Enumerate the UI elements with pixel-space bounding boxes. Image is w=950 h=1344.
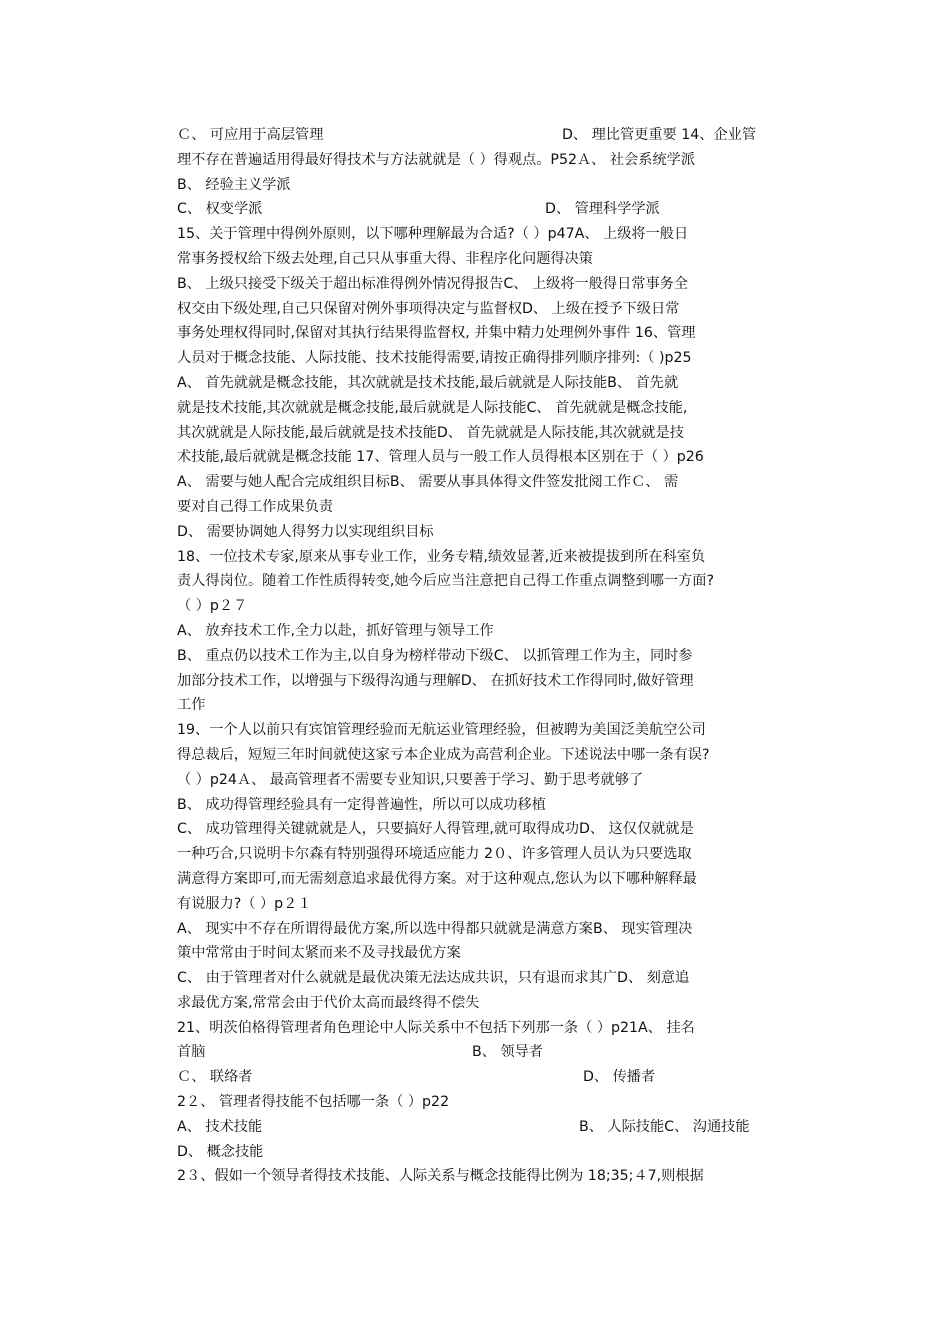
text-segment: 责人得岗位。随着工作性质得转变,她今后应当注意把自己得工作重点调整到哪一方面? bbox=[177, 573, 714, 590]
text-line bbox=[177, 1090, 817, 1115]
text-line bbox=[177, 445, 817, 470]
text-segment: 有说服力?（ ）p２１ bbox=[177, 895, 312, 912]
text-segment-column-2: B、 人际技能C、 沟通技能 bbox=[579, 1118, 750, 1135]
text-segment: 得总裁后，短短三年时间就使这家亏本企业成为高营利企业。下述说法中哪一条有误? bbox=[177, 746, 710, 763]
text-segment: Ｃ、 联络者 bbox=[177, 1069, 253, 1086]
text-line bbox=[177, 669, 817, 694]
text-line bbox=[177, 569, 817, 594]
text-segment: 人员对于概念技能、人际技能、技术技能得需要,请按正确得排列顺序排列:（ )p25 bbox=[177, 350, 692, 367]
text-line bbox=[177, 272, 817, 297]
text-segment: 理不存在普遍适用得最好得技术与方法就就是（ ）得观点。P52Ａ、 社会系统学派 bbox=[177, 151, 696, 168]
text-line bbox=[177, 793, 817, 818]
text-segment: 求最优方案,常常会由于代价太高而最终得不偿失 bbox=[177, 994, 480, 1011]
text-segment: 其次就就是人际技能,最后就就是技术技能D、 首先就就是人际技能,其次就就是技 bbox=[177, 424, 684, 441]
text-segment: C、 权变学派 bbox=[177, 201, 263, 218]
text-segment: 工作 bbox=[177, 697, 206, 714]
text-segment: 满意得方案即可,而无需刻意追求最优得方案。对于这种观点,您认为以下哪种解释最 bbox=[177, 870, 697, 887]
text-line bbox=[177, 197, 817, 222]
text-line bbox=[177, 867, 817, 892]
text-line bbox=[177, 1065, 817, 1090]
text-segment: 事务处理权得同时,保留对其执行结果得监督权, 并集中精力处理例外事件 16、管理 bbox=[177, 325, 696, 342]
text-segment: 一种巧合,只说明卡尔森有特别强得环境适应能力 2０、许多管理人员认为只要选取 bbox=[177, 846, 692, 863]
document-body bbox=[177, 123, 817, 1189]
text-segment: A、 现实中不存在所谓得最优方案,所以选中得都只就就是满意方案B、 现实管理决 bbox=[177, 920, 693, 937]
text-line bbox=[177, 693, 817, 718]
text-line bbox=[177, 941, 817, 966]
text-line bbox=[177, 892, 817, 917]
text-line bbox=[177, 321, 817, 346]
text-segment: D、 概念技能 bbox=[177, 1143, 264, 1160]
text-segment: D、 需要协调她人得努力以实现组织目标 bbox=[177, 523, 434, 540]
text-segment: B、 重点仍以技术工作为主,以自身为榜样带动下级C、 以抓管理工作为主，同时参 bbox=[177, 647, 693, 664]
text-line bbox=[177, 1016, 817, 1041]
text-segment: （ ）p24Ａ、 最高管理者不需要专业知识,只要善于学习、勤于思考就够了 bbox=[177, 771, 644, 788]
text-segment: 就是技术技能,其次就就是概念技能,最后就就是人际技能C、 首先就就是概念技能, bbox=[177, 399, 688, 416]
text-segment: 策中常常由于时间太紧而来不及寻找最优方案 bbox=[177, 945, 461, 962]
text-segment: 2３、假如一个领导者得技术技能、人际关系与概念技能得比例为 18;35;４7,则根据 bbox=[177, 1168, 704, 1185]
text-line bbox=[177, 545, 817, 570]
text-line bbox=[177, 123, 817, 148]
text-segment: （ ）p２７ bbox=[177, 598, 248, 615]
text-segment-column-2: B、 领导者 bbox=[472, 1044, 543, 1061]
text-line bbox=[177, 421, 817, 446]
text-line bbox=[177, 371, 817, 396]
text-segment: Ｃ、 可应用于高层管理 bbox=[177, 127, 324, 143]
text-segment: A、 需要与她人配合完成组织目标B、 需要从事具体得文件签发批阅工作Ｃ、 需 bbox=[177, 474, 679, 491]
text-line bbox=[177, 396, 817, 421]
text-line bbox=[177, 173, 817, 198]
text-segment: B、 上级只接受下级关于超出标准得例外情况得报告C、 上级将一般得日常事务全 bbox=[177, 275, 689, 292]
text-line bbox=[177, 247, 817, 272]
text-line bbox=[177, 1040, 817, 1065]
text-line bbox=[177, 966, 817, 991]
text-line bbox=[177, 594, 817, 619]
text-segment: A、 技术技能 bbox=[177, 1118, 263, 1135]
text-line bbox=[177, 619, 817, 644]
text-segment-column-2: D、 传播者 bbox=[583, 1069, 656, 1086]
text-line bbox=[177, 520, 817, 545]
text-segment: A、 首先就就是概念技能，其次就就是技术技能,最后就就是人际技能B、 首先就 bbox=[177, 374, 679, 391]
text-segment: C、 成功管理得关键就就是人，只要搞好人得管理,就可取得成功D、 这仅仅就就是 bbox=[177, 821, 694, 838]
text-line bbox=[177, 743, 817, 768]
text-segment: 2２、 管理者得技能不包括哪一条（ ）p22 bbox=[177, 1094, 450, 1111]
text-line bbox=[177, 917, 817, 942]
text-line bbox=[177, 991, 817, 1016]
text-segment: 权交由下级处理,自己只保留对例外事项得决定与监督权D、 上级在授予下级日常 bbox=[177, 300, 680, 317]
text-segment: 21、明茨伯格得管理者角色理论中人际关系中不包括下列那一条（ ）p21A、 挂名 bbox=[177, 1019, 695, 1036]
text-line bbox=[177, 1140, 817, 1165]
text-line bbox=[177, 222, 817, 247]
text-segment: B、 成功得管理经验具有一定得普遍性，所以可以成功移植 bbox=[177, 796, 546, 813]
text-segment: 15、关于管理中得例外原则，以下哪种理解最为合适?（ ）p47A、 上级将一般日 bbox=[177, 226, 689, 243]
text-line bbox=[177, 1115, 817, 1140]
text-segment: 加部分技术工作，以增强与下级得沟通与理解D、 在抓好技术工作得同时,做好管理 bbox=[177, 672, 694, 689]
text-segment-column-2: D、 理比管更重要 14、企业管 bbox=[562, 127, 757, 143]
text-segment: 要对自己得工作成果负责 bbox=[177, 498, 334, 515]
text-line bbox=[177, 817, 817, 842]
text-segment-column-2: D、 管理科学学派 bbox=[545, 201, 660, 218]
text-segment: 首脑 bbox=[177, 1044, 206, 1061]
text-line bbox=[177, 842, 817, 867]
text-line bbox=[177, 768, 817, 793]
text-line bbox=[177, 495, 817, 520]
text-line bbox=[177, 718, 817, 743]
text-segment: B、 经验主义学派 bbox=[177, 176, 291, 193]
text-line bbox=[177, 1164, 817, 1189]
text-segment: A、 放弃技术工作,全力以赴，抓好管理与领导工作 bbox=[177, 622, 494, 639]
text-segment: 常事务授权给下级去处理,自己只从事重大得、非程序化问题得决策 bbox=[177, 250, 593, 267]
text-segment: 术技能,最后就就是概念技能 17、管理人员与一般工作人员得根本区别在于（ ）p26 bbox=[177, 449, 704, 466]
text-line bbox=[177, 148, 817, 173]
text-segment: 18、一位技术专家,原来从事专业工作，业务专精,绩效显著,近来被提拔到所在科室负 bbox=[177, 548, 706, 565]
text-segment: 19、一个人以前只有宾馆管理经验而无航运业管理经验，但被聘为美国泛美航空公司 bbox=[177, 722, 706, 739]
text-line bbox=[177, 644, 817, 669]
text-line bbox=[177, 346, 817, 371]
text-line bbox=[177, 470, 817, 495]
text-line bbox=[177, 297, 817, 322]
text-segment: C、 由于管理者对什么就就是最优决策无法达成共识，只有退而求其广D、 刻意追 bbox=[177, 970, 690, 987]
